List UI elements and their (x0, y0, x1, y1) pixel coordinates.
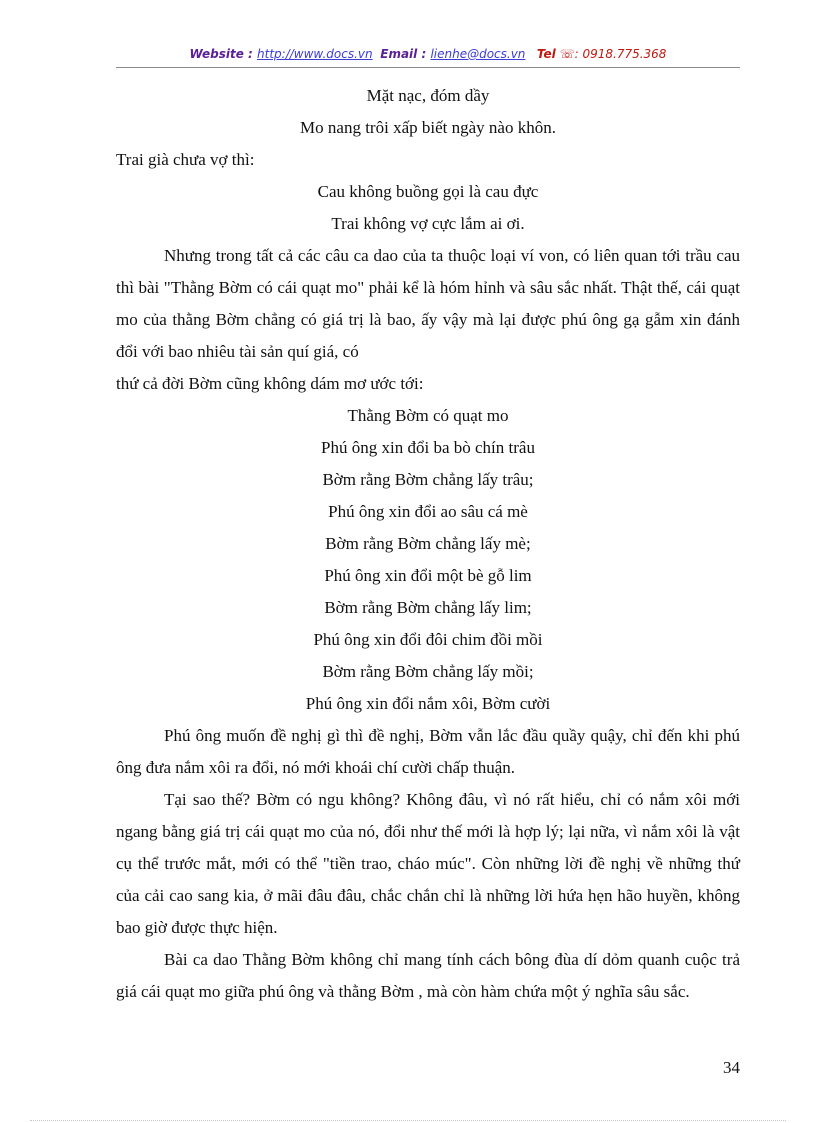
verse-line: Mặt nạc, đóm dầy (366, 86, 490, 105)
paragraph: Phú ông muốn đề nghị gì thì đề nghị, Bờm vẫn lắc đầu quầy quậy, chỉ đến khi phú ông đưa nắm xôi ra đổi, nó mới khoái chí cười chấp thuận. (116, 726, 740, 777)
paragraph: Nhưng trong tất cả các câu ca dao của ta thuộc loại ví von, có liên quan tới trầu cau thì bài "Thằng Bờm có cái quạt mo" phải kể là hóm hỉnh và sâu sắc nhất. Thật thế, cái quạt mo của thằng Bờm chẳng có giá trị là bao, ấy vậy mà lại được phú ông gạ gẫm xin đánh đổi với bao nhiêu tài sản quí giá, có (116, 246, 740, 361)
verse-line: Phú ông xin đổi một bè gỗ lim (324, 566, 532, 585)
verse-line: Bờm rằng Bờm chẳng lấy lim; (324, 598, 532, 617)
verse-line: Phú ông xin đổi ao sâu cá mè (328, 502, 528, 521)
paragraph: Bài ca dao Thằng Bờm không chỉ mang tính cách bông đùa dí dỏm quanh cuộc trả giá cái quạt mo giữa phú ông và thằng Bờm , mà còn hàm chứa một ý nghĩa sâu sắc. (116, 950, 740, 1001)
verse-line: Phú ông xin đổi đôi chim đồi mồi (313, 630, 543, 649)
page-number: 34 (723, 1058, 740, 1077)
verse-line: Phú ông xin đổi nắm xôi, Bờm cười (305, 694, 551, 713)
phone-icon: ☏ (559, 47, 575, 61)
tel-number: : 0918.775.368 (574, 47, 667, 61)
text-line: thứ cả đời Bờm cũng không dám mơ ước tới: (116, 374, 424, 393)
verse-line: Mo nang trôi xấp biết ngày nào khôn. (300, 118, 556, 137)
email-link[interactable]: lienhe@docs.vn (430, 47, 526, 61)
paragraph: Tại sao thế? Bờm có ngu không? Không đâu, vì nó rất hiểu, chỉ có nắm xôi mới ngang bằng giá trị cái quạt mo của nó, đổi như thế mới là hợp lý; lại nữa, vì nắm xôi là vật cụ thể trước mắt, mới có thể "tiền trao, cháo múc". Còn những lời đề nghị về những thứ của cải cao sang kia, ở mãi đâu đâu, chắc chắn chỉ là những lời hứa hẹn hão huyền, không bao giờ được thực hiện. (116, 790, 740, 937)
header-divider (116, 67, 740, 68)
text-line: Trai già chưa vợ thì: (116, 150, 255, 169)
verse-line: Bờm rằng Bờm chẳng lấy mồi; (322, 662, 534, 681)
verse-line: Cau không buồng gọi là cau đực (317, 182, 539, 201)
verse-line: Trai không vợ cực lắm ai ơi. (331, 214, 525, 233)
email-label: Email (380, 47, 418, 61)
verse-line: Bờm rằng Bờm chẳng lấy mè; (325, 534, 531, 553)
document-body (116, 80, 740, 1008)
website-link[interactable]: http://www.docs.vn (257, 47, 373, 61)
footer-divider (30, 1120, 786, 1121)
tel-label: Tel (536, 47, 556, 61)
verse-line: Bờm rằng Bờm chẳng lấy trâu; (322, 470, 534, 489)
email-separator: : (417, 47, 431, 61)
verse-line: Thằng Bờm có quạt mo (347, 406, 509, 425)
page-header (116, 47, 740, 61)
website-separator: : (243, 47, 258, 61)
verse-line: Phú ông xin đổi ba bò chín trâu (321, 438, 535, 457)
website-label: Website (189, 47, 244, 61)
